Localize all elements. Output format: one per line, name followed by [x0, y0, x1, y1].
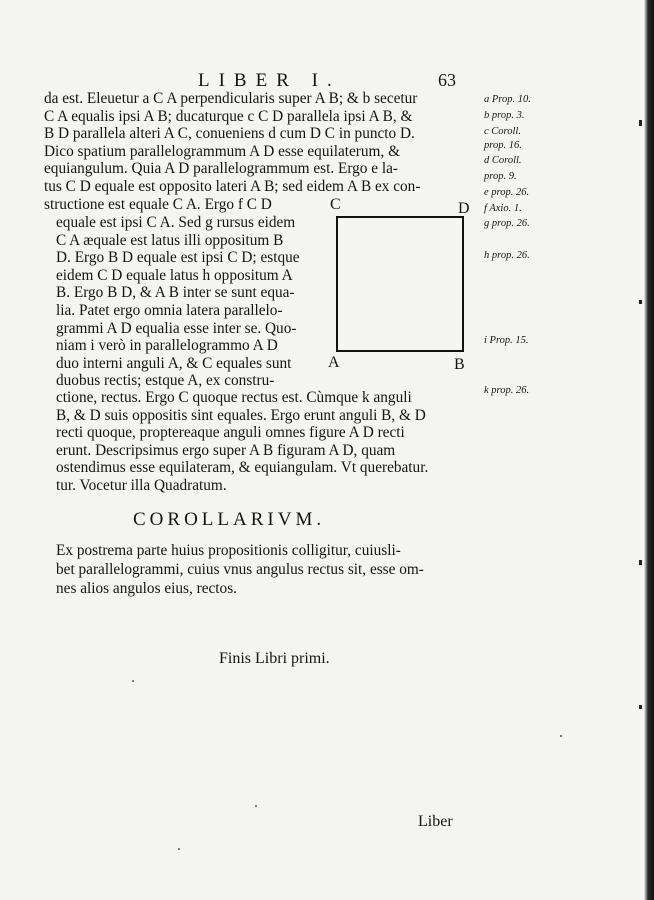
text-line: grammi A D equalia esse inter se. Quo-: [56, 319, 297, 337]
text-line: nes alios angulos eius, rectos.: [56, 580, 237, 597]
marginal-note: k prop. 26.: [484, 385, 530, 396]
page-edge: [644, 0, 654, 900]
ink-speck: [132, 680, 134, 682]
text-line: bet parallelogrammi, cuius vnus angulus rectus sit, esse om-: [56, 561, 424, 578]
marginal-note: f Axio. 1.: [484, 203, 522, 214]
corollary-heading: COROLLARIVM.: [133, 509, 326, 530]
text-line: equale est ipsi C A. Sed g rursus eidem: [56, 214, 296, 231]
text-line: Ex postrema parte huius propositionis colligitur, cuiusli-: [56, 542, 401, 559]
marginal-notes: [484, 94, 574, 414]
marginal-note: d Coroll.: [484, 155, 522, 166]
text-line: lia. Patet ergo omnia latera parallelo-: [56, 301, 283, 319]
vertex-label-d: D: [458, 200, 470, 217]
text-line: tur. Vocetur illa Quadratum.: [56, 476, 227, 494]
text-line: Dico spatium parallelogrammum A D esse equilaterum, &: [44, 142, 400, 160]
text-line: recti quoque, proptereaque anguli omnes figure A D recti: [56, 424, 405, 442]
ink-speck: [255, 805, 257, 807]
corollary-text: [56, 541, 424, 598]
marginal-note: prop. 9.: [484, 171, 517, 182]
text-line: B D parallela alteri A C, conueniens d cum D C in puncto D.: [44, 125, 415, 143]
marginal-note: g prop. 26.: [484, 218, 530, 229]
text-line: da est. Eleuetur a C A perpendicularis super A B; & b secetur: [44, 90, 418, 107]
text-line: equiangulum. Quia A D parallelogrammum est. Ergo e la-: [44, 160, 399, 178]
text-line: C A equalis ipsi A B; ducaturque c C D parallela ipsi A B, &: [44, 107, 413, 125]
main-text-top: [44, 90, 420, 213]
text-line: B, & D suis oppositis sint equales. Ergo erunt anguli B, & D: [56, 406, 426, 424]
vertex-label-c: C: [330, 196, 341, 213]
text-line: eidem C D equale latus h oppositum A: [56, 266, 293, 284]
square-outline: [336, 216, 464, 352]
vertex-label-a: A: [328, 354, 340, 371]
text-line: C A æquale est latus illi oppositum B: [56, 231, 284, 249]
text-line: erunt. Descripsimus ergo super A B figuram A D, quam: [56, 441, 396, 459]
text-line: B. Ergo B D, & A B inter se sunt equa-: [56, 284, 295, 302]
text-line: duobus rectis; estque A, ex constru-: [56, 372, 275, 390]
catchword: Liber: [418, 813, 453, 830]
text-line: structione est equale C A. Ergo f C D: [44, 195, 272, 213]
square-figure: [326, 196, 482, 386]
marginal-note: e prop. 26.: [484, 187, 530, 198]
end-note: Finis Libri primi.: [219, 650, 330, 667]
text-line: tus C D equale est opposito lateri A B; sed eidem A B ex con-: [44, 177, 421, 195]
edge-speck: [639, 705, 642, 709]
marginal-note: c Coroll.: [484, 126, 521, 137]
page-number: 63: [438, 70, 456, 90]
text-line: ctione, rectus. Ergo C quoque rectus est. Cùmque k anguli: [56, 389, 412, 406]
edge-speck: [639, 560, 642, 565]
text-line: duo interni anguli A, & C equales sunt: [56, 354, 292, 372]
marginal-note: prop. 16.: [484, 140, 522, 151]
text-line: niam i verò in parallelogrammo A D: [56, 337, 278, 355]
marginal-note: a Prop. 10.: [484, 94, 531, 105]
ink-speck: [178, 848, 180, 850]
edge-speck: [639, 120, 642, 126]
marginal-note: i Prop. 15.: [484, 335, 529, 346]
vertex-label-b: B: [454, 356, 465, 373]
running-title: LIBER I.: [198, 70, 341, 91]
main-text-bottom: [56, 389, 428, 495]
text-line: ostendimus esse equilateram, & equiangulam. Vt querebatur.: [56, 459, 429, 477]
marginal-note: h prop. 26.: [484, 250, 530, 261]
marginal-note: b prop. 3.: [484, 110, 525, 121]
ink-speck: [560, 735, 562, 737]
edge-speck: [639, 300, 642, 304]
main-text-wrapped: [56, 214, 300, 390]
text-line: D. Ergo B D equale est ipsi C D; estque: [56, 249, 300, 267]
